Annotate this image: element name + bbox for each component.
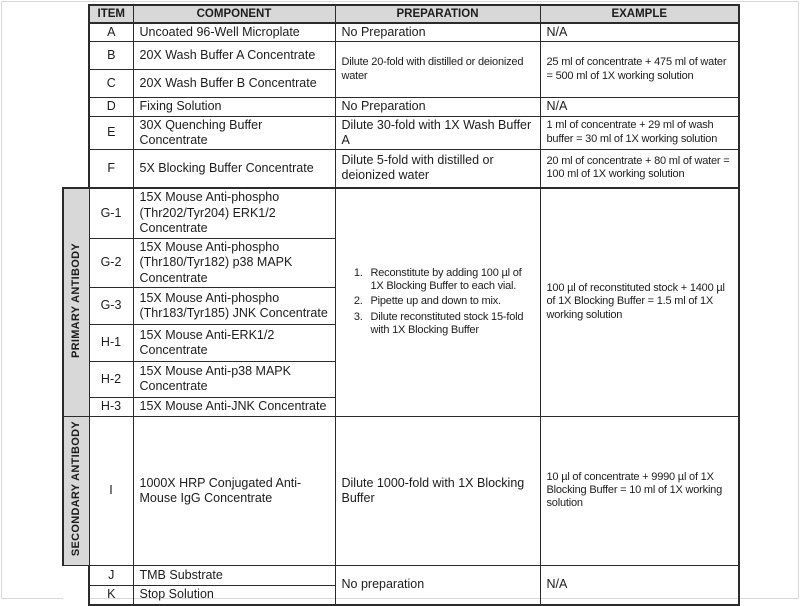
cell-a-component: Uncoated 96-Well Microplate — [133, 23, 335, 42]
cell-d-preparation: No Preparation — [335, 98, 540, 116]
spacer-cell — [63, 5, 89, 23]
cell-h2-component: 15X Mouse Anti-p38 MAPK Concentrate — [133, 361, 335, 397]
spacer-cell — [63, 565, 89, 585]
cell-g3-component: 15X Mouse Anti-phospho (Thr183/Tyr185) JNK Concentrate — [133, 287, 335, 324]
row-group-secondary-antibody — [63, 416, 89, 565]
cell-b-component: 20X Wash Buffer A Concentrate — [133, 42, 335, 70]
table-row-d — [63, 98, 739, 116]
cell-k-component: Stop Solution — [133, 585, 335, 605]
kit-components-table — [62, 4, 740, 606]
cell-g2-item: G-2 — [89, 239, 133, 288]
table-header-row — [63, 5, 739, 23]
preparation-step: 2. Pipette up and down to mix. — [366, 295, 534, 308]
row-group-label: SECONDARY ANTIBODY — [69, 421, 82, 557]
cell-gh-preparation — [335, 188, 540, 417]
column-header-component: COMPONENT — [133, 5, 335, 23]
table-row-a — [63, 23, 739, 42]
cell-f-component: 5X Blocking Buffer Concentrate — [133, 150, 335, 188]
cell-h3-component: 15X Mouse Anti-JNK Concentrate — [133, 397, 335, 416]
cell-d-example: N/A — [540, 98, 739, 116]
spacer-cell — [63, 42, 89, 70]
preparation-steps-list — [342, 267, 534, 338]
preparation-step: 1. Reconstitute by adding 100 µl of 1X Blocking Buffer to each vial. — [366, 267, 534, 294]
cell-h1-item: H-1 — [89, 324, 133, 361]
table-row-j — [63, 565, 739, 585]
cell-gh-example: 100 µl of reconstituted stock + 1400 µl of 1X Blocking Buffer = 1.5 ml of 1X working solution — [540, 188, 739, 417]
spacer-cell — [63, 98, 89, 116]
cell-h1-component: 15X Mouse Anti-ERK1/2 Concentrate — [133, 324, 335, 361]
cell-e-component: 30X Quenching Buffer Concentrate — [133, 116, 335, 150]
cell-c-item: C — [89, 70, 133, 98]
cell-bc-preparation: Dilute 20-fold with distilled or deionized water — [335, 42, 540, 98]
table-row-i — [63, 416, 739, 565]
cell-jk-preparation: No preparation — [335, 565, 540, 605]
cell-c-component: 20X Wash Buffer B Concentrate — [133, 70, 335, 98]
cell-b-item: B — [89, 42, 133, 70]
row-group-primary-antibody — [63, 188, 89, 417]
table-row-e — [63, 116, 739, 150]
cell-g1-component: 15X Mouse Anti-phospho (Thr202/Tyr204) ERK1/2 Concentrate — [133, 188, 335, 239]
cell-e-example: 1 ml of concentrate + 29 ml of wash buffer = 30 ml of 1X working solution — [540, 116, 739, 150]
cell-g1-item: G-1 — [89, 188, 133, 239]
cell-j-component: TMB Substrate — [133, 565, 335, 585]
table-row-g1 — [63, 188, 739, 239]
cell-f-item: F — [89, 150, 133, 188]
cell-e-item: E — [89, 116, 133, 150]
cell-i-item: I — [89, 416, 133, 565]
spacer-cell — [63, 585, 89, 605]
spacer-cell — [63, 70, 89, 98]
spacer-cell — [63, 23, 89, 42]
preparation-step: 3. Dilute reconstituted stock 15-fold with 1X Blocking Buffer — [366, 311, 534, 338]
cell-j-item: J — [89, 565, 133, 585]
cell-h3-item: H-3 — [89, 397, 133, 416]
cell-f-example: 20 ml of concentrate + 80 ml of water = 100 ml of 1X working solution — [540, 150, 739, 188]
cell-g3-item: G-3 — [89, 287, 133, 324]
cell-i-component: 1000X HRP Conjugated Anti-Mouse IgG Concentrate — [133, 416, 335, 565]
spacer-cell — [63, 150, 89, 188]
cell-bc-example: 25 ml of concentrate + 475 ml of water = 500 ml of 1X working solution — [540, 42, 739, 98]
cell-i-preparation: Dilute 1000-fold with 1X Blocking Buffer — [335, 416, 540, 565]
cell-a-item: A — [89, 23, 133, 42]
cell-jk-example: N/A — [540, 565, 739, 605]
cell-i-example: 10 µl of concentrate + 9990 µl of 1X Blocking Buffer = 10 ml of 1X working solution — [540, 416, 739, 565]
cell-g2-component: 15X Mouse Anti-phospho (Thr180/Tyr182) p38 MAPK Concentrate — [133, 239, 335, 288]
cell-d-component: Fixing Solution — [133, 98, 335, 116]
table-row-f — [63, 150, 739, 188]
cell-k-item: K — [89, 585, 133, 605]
spacer-cell — [63, 116, 89, 150]
column-header-preparation: PREPARATION — [335, 5, 540, 23]
column-header-item: ITEM — [89, 5, 133, 23]
cell-d-item: D — [89, 98, 133, 116]
table-row-b — [63, 42, 739, 70]
cell-e-preparation: Dilute 30-fold with 1X Wash Buffer A — [335, 116, 540, 150]
row-group-label: PRIMARY ANTIBODY — [69, 242, 82, 358]
cell-a-example: N/A — [540, 23, 739, 42]
cell-a-preparation: No Preparation — [335, 23, 540, 42]
cell-f-preparation: Dilute 5-fold with distilled or deionized water — [335, 150, 540, 188]
column-header-example: EXAMPLE — [540, 5, 739, 23]
cell-h2-item: H-2 — [89, 361, 133, 397]
